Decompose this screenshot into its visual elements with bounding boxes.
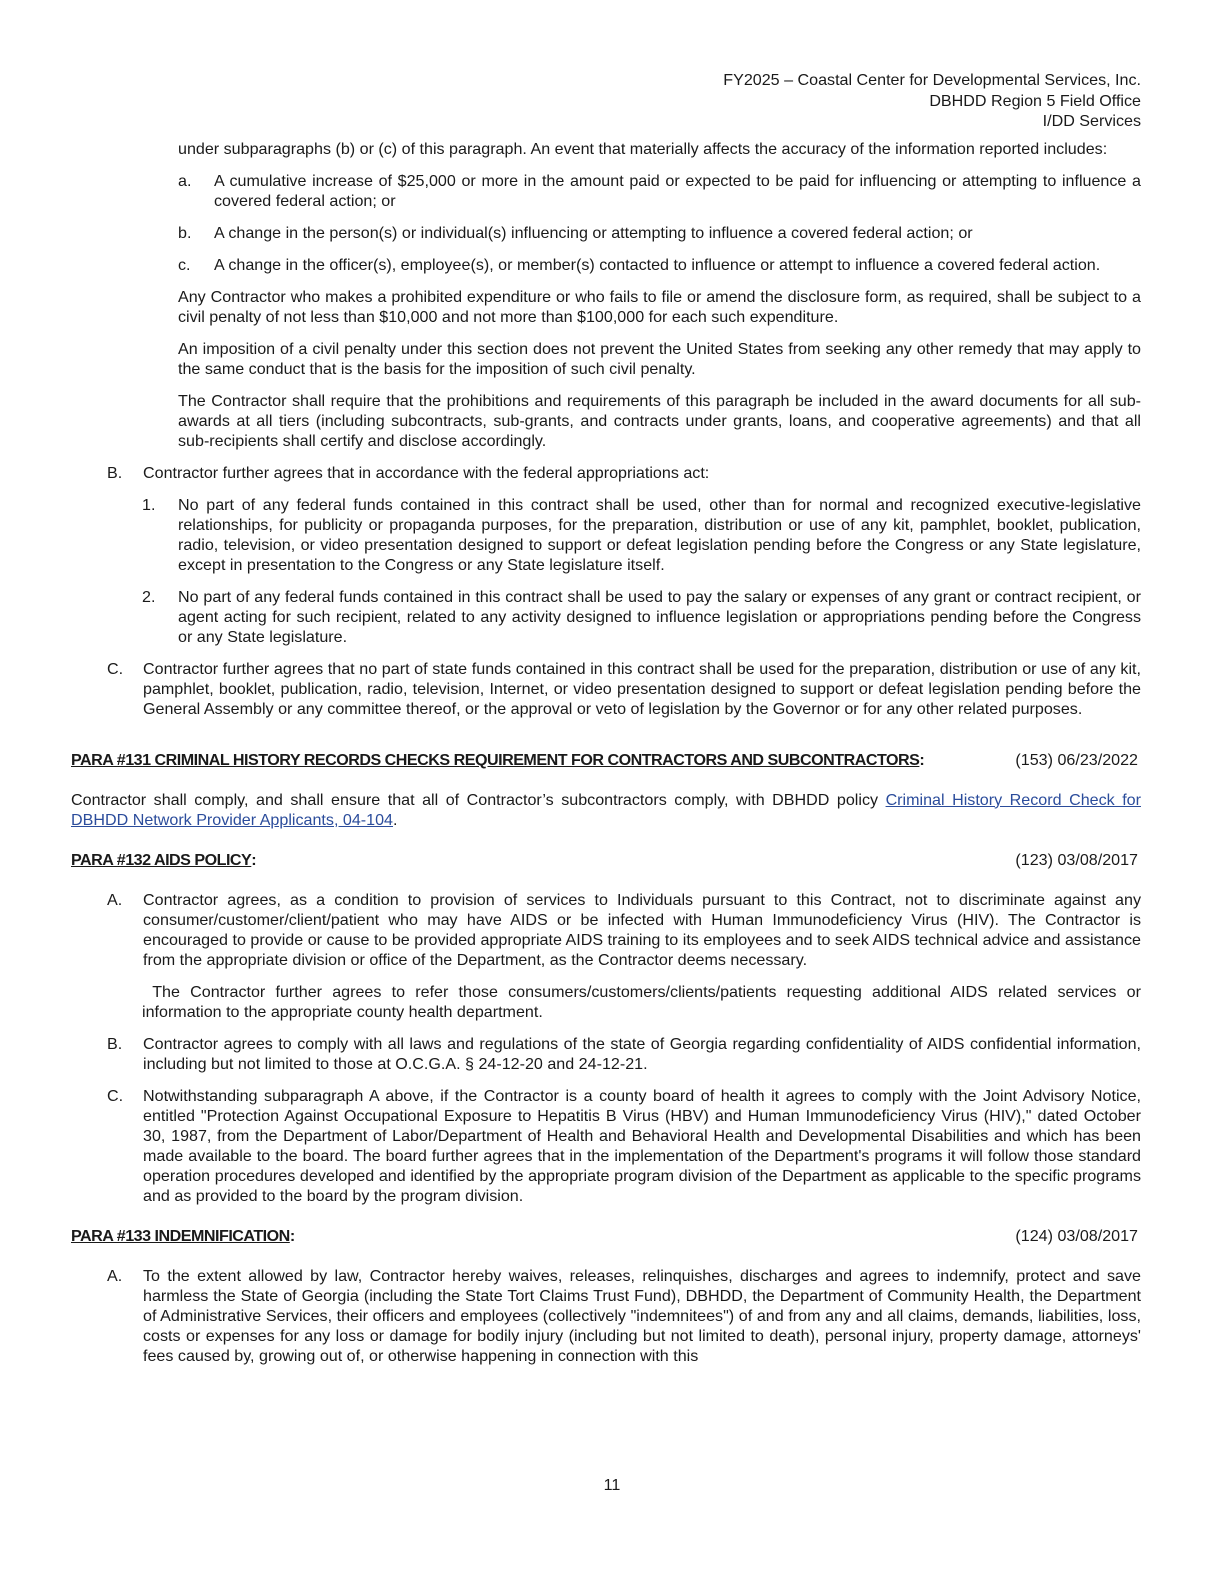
para-131-text-after: . [393, 810, 398, 829]
para-131-title: PARA #131 CRIMINAL HISTORY RECORDS CHECKS REQUIREMENT FOR CONTRACTORS AND SUBCONTRACTORS [71, 750, 920, 769]
header-line-1: FY2025 – Coastal Center for Developmental Services, Inc. [723, 71, 1141, 89]
para-132-title: PARA #132 AIDS POLICY [71, 850, 252, 869]
list-text: A change in the officer(s), employee(s), or member(s) contacted to influence or attempt to influence a covered federal action. [214, 255, 1101, 274]
list-item [142, 495, 1141, 575]
para-title-colon: : [251, 850, 257, 869]
list-marker: A. [107, 890, 123, 909]
para-133-heading [71, 1226, 1141, 1246]
sub-awards-paragraph: The Contractor shall require that the prohibitions and requirements of this paragraph be included in the award documents for all sub-awards at all tiers (including subcontracts, sub-grants, and contracts under grants, loans, and cooperative agreements) and that all sub-recipients shall certify and disclose accordingly. [178, 391, 1141, 450]
para-132-code: (123) 03/08/2017 [1015, 850, 1138, 869]
list-text: Notwithstanding subparagraph A above, if the Contractor is a county board of health it agrees to comply with the Joint Advisory Notice, entitled "Protection Against Occupational Exposure to Hepatitis B Virus (HBV) and Human Immunodeficiency Virus (HIV)," dated October 30, 1987, from the Department of Labor/Department of Health and Behavioral Health and Developmental Disabilities and which has been made available to the board. The board further agrees that in the implementation of the Department's programs it will follow those standard operation procedures developed and identified by the appropriate program division of the Department as applicable to the specific programs and as provided to the board by the program division. [143, 1086, 1141, 1205]
list-marker: a. [178, 171, 192, 190]
list-item [178, 255, 1141, 275]
list-text: Contractor agrees, as a condition to provision of services to Individuals pursuant to this Contract, not to discriminate against any consumer/customer/client/patient who may have AIDS or be infected with Human Immunodeficiency Virus (HIV). The Contractor is encouraged to provide or cause to be provided appropriate AIDS training to its employees and to seek AIDS technical advice and assistance from the appropriate division or office of the Department, as the Contractor deems necessary. [143, 890, 1141, 969]
list-text: A cumulative increase of $25,000 or more in the amount paid or expected to be paid for influencing or attempting to influence a covered federal action; or [214, 171, 1141, 210]
para-title-group [71, 750, 925, 770]
para-title-colon: : [919, 750, 925, 769]
other-remedy-paragraph: An imposition of a civil penalty under this section does not prevent the United States from seeking any other remedy that may apply to the same conduct that is the basis for the imposition of such civil penalty. [178, 339, 1141, 378]
para-131-code: (153) 06/23/2022 [1015, 750, 1138, 769]
section-marker: C. [107, 659, 124, 678]
list-marker: b. [178, 223, 192, 242]
header-line-3: I/DD Services [1042, 112, 1141, 130]
section-text: Contractor further agrees that in accordance with the federal appropriations act: [143, 463, 710, 482]
list-marker: A. [107, 1266, 123, 1285]
intro-continuation: under subparagraphs (b) or (c) of this paragraph. An event that materially affects the accuracy of the information reported includes: [178, 139, 1108, 158]
list-marker: C. [107, 1086, 124, 1105]
list-item [107, 1086, 1141, 1206]
para-title-group [71, 1226, 295, 1246]
list-item [178, 171, 1141, 211]
page-number: 11 [603, 1476, 621, 1494]
list-item [107, 1266, 1141, 1366]
section-b [107, 463, 1141, 483]
list-text: A change in the person(s) or individual(s) influencing or attempting to influence a covered federal action; or [214, 223, 973, 242]
section-text: Contractor further agrees that no part of state funds contained in this contract shall be used for the preparation, distribution or use of any kit, pamphlet, booklet, publication, radio, television, Internet, or video presentation designed to support or defeat legislation pending before the General Assembly or any committee thereof, or the approval or veto of legislation by the Governor or for any other related purposes. [143, 659, 1141, 718]
list-item [178, 223, 1141, 243]
list-marker: c. [178, 255, 191, 274]
list-text: No part of any federal funds contained in this contract shall be used, other than for normal and recognized executive-legislative relationships, for publicity or propaganda purposes, for the preparation, distribution or use of any kit, pamphlet, booklet, publication, radio, television, or video presentation designed to support or defeat legislation pending before the Congress or any State legislature, except in presentation to the Congress or any State legislature itself. [178, 495, 1141, 574]
list-item [142, 587, 1141, 647]
list-marker: 1. [142, 495, 156, 514]
criminal-history-policy-link[interactable]: Criminal History Record Check for DBHDD Network Provider Applicants, 04-104 [71, 790, 1141, 829]
para-title-colon: : [289, 1226, 296, 1245]
list-item [107, 890, 1141, 970]
list-text: To the extent allowed by law, Contractor hereby waives, releases, relinquishes, discharges and agrees to indemnify, protect and save harmless the State of Georgia (including the State Tort Claims Trust Fund), DBHDD, the Department of Community Health, the Department of Administrative Services, their officers and employees (collectively "indemnitees") of and from any and all claims, demands, liabilities, loss, costs or expenses for any loss or damage for bodily injury (including but not limited to death), personal injury, property damage, attorneys' fees caused by, growing out of, or otherwise happening in connection with this [143, 1266, 1141, 1365]
civil-penalty-paragraph: Any Contractor who makes a prohibited expenditure or who fails to file or amend the disclosure form, as required, shall be subject to a civil penalty of not less than $10,000 and not more than $100,000 for each such expenditure. [178, 287, 1141, 326]
para-133-title: PARA #133 INDEMNIFICATION [71, 1226, 290, 1245]
list-text: Contractor agrees to comply with all laws and regulations of the state of Georgia regarding confidentiality of AIDS confidential information, including but not limited to those at O.C.G.A. § 24-12-20 and 24-12-21. [143, 1034, 1141, 1073]
header-line-2: DBHDD Region 5 Field Office [929, 91, 1141, 110]
section-c [107, 659, 1141, 719]
para-title-group [71, 850, 257, 870]
para-131-heading [71, 750, 1141, 770]
para-132-heading [71, 850, 1141, 870]
para-133-code: (124) 03/08/2017 [1015, 1226, 1138, 1245]
list-text: No part of any federal funds contained in this contract shall be used to pay the salary or expenses of any grant or contract recipient, or agent acting for such recipient, related to any activity designed to influence legislation or appropriations pending before the Congress or any State legislature. [178, 587, 1141, 646]
para-132-referral-paragraph: The Contractor further agrees to refer those consumers/customers/clients/patients requesting additional AIDS related services or information to the appropriate county health department. [142, 982, 1146, 1021]
para-131-text [71, 790, 1141, 830]
section-marker: B. [107, 463, 123, 482]
page-header [71, 70, 1141, 132]
list-marker: B. [107, 1034, 123, 1053]
para-131-text-before: Contractor shall comply, and shall ensure that all of Contractor’s subcontractors comply, with DBHDD policy [71, 790, 886, 809]
list-marker: 2. [142, 587, 156, 606]
list-item [107, 1034, 1141, 1074]
